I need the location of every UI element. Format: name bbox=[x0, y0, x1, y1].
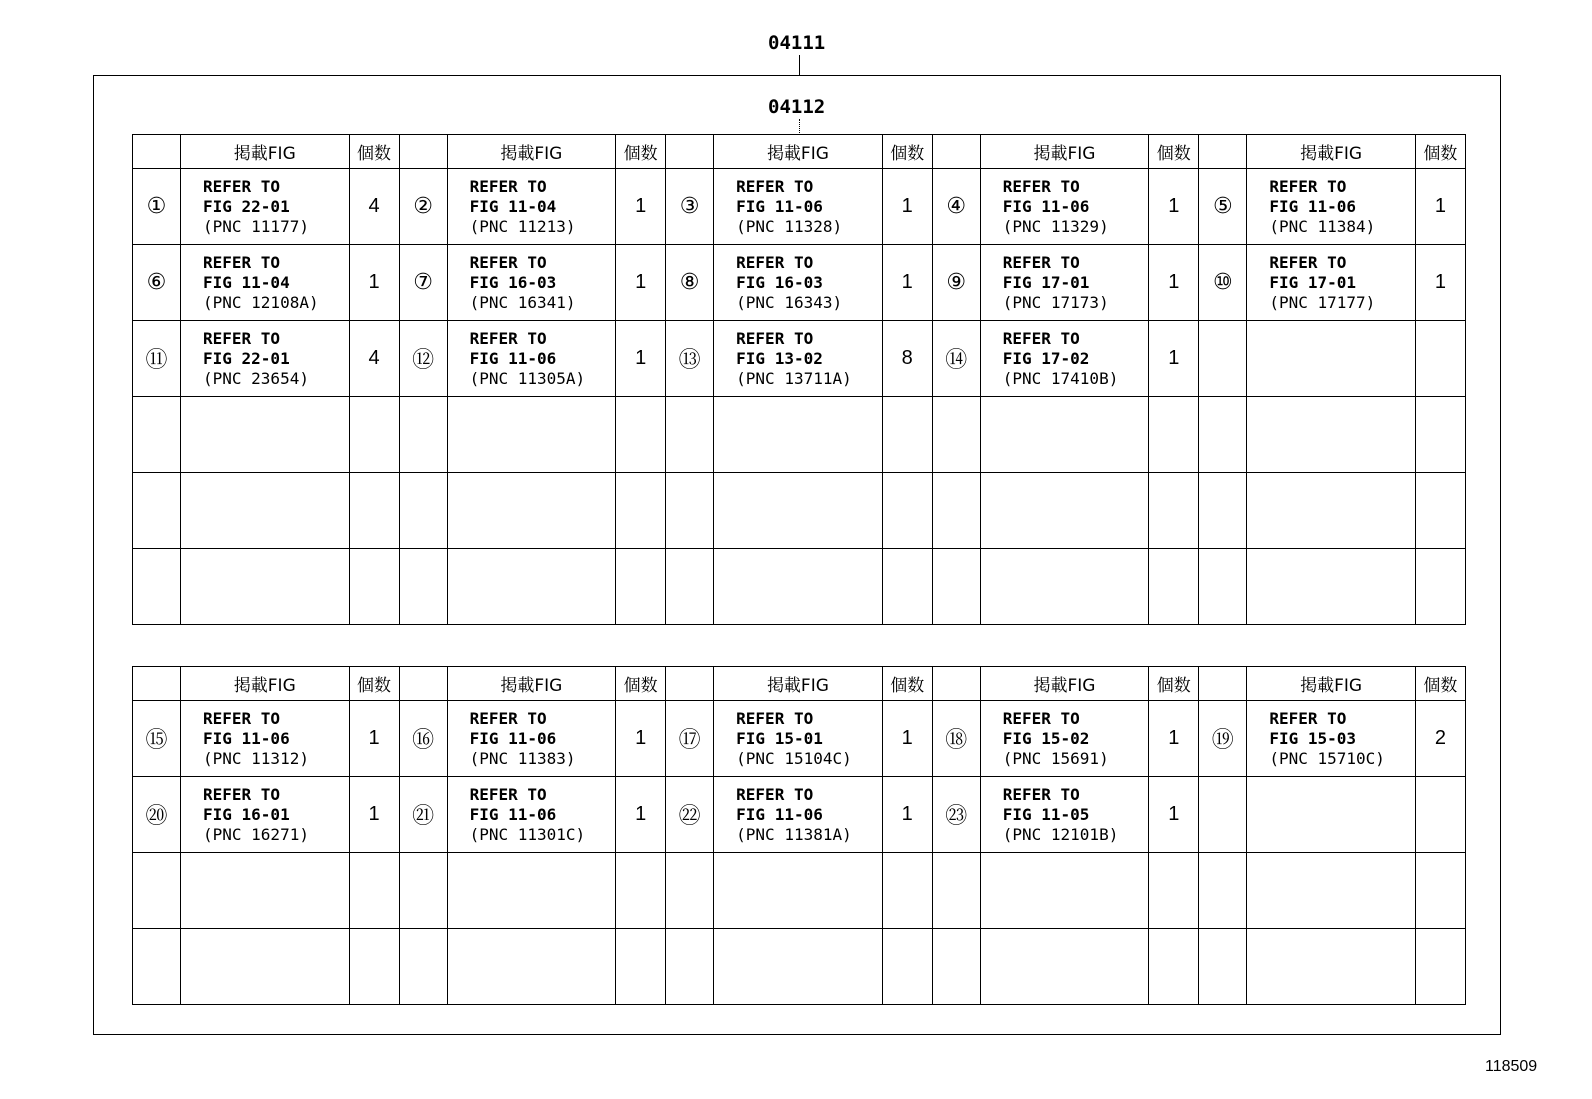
header-fig: 掲載FIG bbox=[447, 135, 616, 169]
table-row bbox=[133, 397, 1466, 473]
figure-reference bbox=[980, 777, 1149, 853]
item-number: ⑦ bbox=[399, 245, 447, 321]
header-fig: 掲載FIG bbox=[181, 135, 350, 169]
figure-reference bbox=[447, 701, 616, 777]
header-blank bbox=[1199, 135, 1247, 169]
figure-reference bbox=[447, 321, 616, 397]
header-fig: 掲載FIG bbox=[181, 667, 350, 701]
item-number: ② bbox=[399, 169, 447, 245]
item-number bbox=[666, 853, 714, 929]
figure-reference bbox=[181, 777, 350, 853]
quantity bbox=[1149, 929, 1199, 1005]
figure-reference bbox=[980, 397, 1149, 473]
figure-reference bbox=[980, 245, 1149, 321]
figure-reference bbox=[1247, 549, 1416, 625]
reference-line: REFER TO bbox=[736, 328, 814, 348]
figure-reference bbox=[447, 853, 616, 929]
quantity bbox=[882, 549, 932, 625]
reference-line: FIG 11-04 bbox=[469, 196, 557, 216]
figure-reference bbox=[714, 169, 883, 245]
reference-line: (PNC 15691) bbox=[1002, 748, 1109, 768]
figure-reference bbox=[714, 321, 883, 397]
reference-line: FIG 11-06 bbox=[736, 804, 823, 824]
header-fig: 掲載FIG bbox=[1247, 667, 1416, 701]
reference-line: REFER TO bbox=[1002, 784, 1080, 804]
header-qty: 個数 bbox=[349, 667, 399, 701]
reference-line: FIG 11-06 bbox=[203, 728, 290, 748]
item-number bbox=[399, 397, 447, 473]
figure-reference bbox=[714, 245, 883, 321]
item-number: ⑱ bbox=[932, 701, 980, 777]
quantity: 1 bbox=[1415, 245, 1465, 321]
illustration-code: 118509 bbox=[1485, 1058, 1538, 1075]
reference-line: REFER TO bbox=[1269, 708, 1347, 728]
item-number bbox=[133, 929, 181, 1005]
quantity: 1 bbox=[882, 245, 932, 321]
quantity: 1 bbox=[1149, 777, 1199, 853]
quantity: 1 bbox=[1149, 321, 1199, 397]
figure-reference bbox=[447, 473, 616, 549]
item-number bbox=[399, 929, 447, 1005]
reference-line: FIG 16-03 bbox=[469, 272, 557, 292]
table-row bbox=[133, 929, 1466, 1005]
reference-line: REFER TO bbox=[469, 784, 547, 804]
quantity bbox=[1149, 549, 1199, 625]
header-row bbox=[133, 135, 1466, 169]
item-number: ⑯ bbox=[399, 701, 447, 777]
figure-reference bbox=[447, 245, 616, 321]
quantity bbox=[882, 929, 932, 1005]
reference-line: (PNC 17410B) bbox=[1002, 368, 1119, 388]
item-number bbox=[399, 473, 447, 549]
quantity bbox=[349, 473, 399, 549]
quantity bbox=[1149, 397, 1199, 473]
item-number bbox=[133, 853, 181, 929]
quantity bbox=[1415, 777, 1465, 853]
quantity: 1 bbox=[349, 245, 399, 321]
item-number bbox=[666, 397, 714, 473]
quantity: 1 bbox=[1415, 169, 1465, 245]
reference-line: FIG 11-06 bbox=[469, 348, 557, 368]
item-number bbox=[399, 549, 447, 625]
figure-reference bbox=[714, 549, 883, 625]
reference-line: FIG 15-01 bbox=[736, 728, 823, 748]
item-number bbox=[932, 397, 980, 473]
reference-line: REFER TO bbox=[736, 784, 814, 804]
item-number bbox=[932, 473, 980, 549]
figure-reference bbox=[181, 853, 350, 929]
figure-reference bbox=[1247, 929, 1416, 1005]
item-number: ⑲ bbox=[1199, 701, 1247, 777]
figure-reference bbox=[181, 397, 350, 473]
item-number bbox=[666, 473, 714, 549]
quantity bbox=[616, 549, 666, 625]
reference-line: FIG 17-01 bbox=[1002, 272, 1090, 292]
reference-line: FIG 11-06 bbox=[736, 196, 823, 216]
header-qty: 個数 bbox=[1149, 667, 1199, 701]
item-number bbox=[666, 929, 714, 1005]
reference-line: REFER TO bbox=[1002, 176, 1080, 196]
item-number bbox=[932, 853, 980, 929]
reference-line: (PNC 11328) bbox=[736, 216, 843, 236]
item-number: ⑧ bbox=[666, 245, 714, 321]
table-row bbox=[133, 321, 1466, 397]
figure-reference bbox=[181, 549, 350, 625]
header-qty: 個数 bbox=[616, 135, 666, 169]
reference-line: REFER TO bbox=[469, 708, 547, 728]
quantity bbox=[349, 929, 399, 1005]
figure-reference bbox=[1247, 777, 1416, 853]
reference-line: (PNC 17173) bbox=[1002, 292, 1109, 312]
figure-reference bbox=[714, 929, 883, 1005]
quantity: 2 bbox=[1415, 701, 1465, 777]
item-number bbox=[399, 853, 447, 929]
quantity bbox=[1415, 549, 1465, 625]
reference-line: (PNC 11213) bbox=[469, 216, 576, 236]
reference-line: (PNC 13711A) bbox=[736, 368, 852, 388]
quantity bbox=[349, 853, 399, 929]
figure-reference bbox=[447, 397, 616, 473]
quantity bbox=[882, 397, 932, 473]
item-number: ⑬ bbox=[666, 321, 714, 397]
reference-line: FIG 11-04 bbox=[203, 272, 290, 292]
quantity bbox=[616, 929, 666, 1005]
header-fig: 掲載FIG bbox=[980, 135, 1149, 169]
figure-reference bbox=[1247, 245, 1416, 321]
reference-line: FIG 13-02 bbox=[736, 348, 823, 368]
reference-line: REFER TO bbox=[1002, 252, 1080, 272]
reference-line: REFER TO bbox=[469, 328, 547, 348]
reference-line: REFER TO bbox=[1002, 708, 1080, 728]
item-number: ⑤ bbox=[1199, 169, 1247, 245]
reference-line: FIG 11-05 bbox=[1002, 804, 1090, 824]
figure-reference bbox=[980, 929, 1149, 1005]
figure-reference bbox=[980, 473, 1149, 549]
item-number: ⑨ bbox=[932, 245, 980, 321]
figure-reference bbox=[714, 777, 883, 853]
reference-line: FIG 22-01 bbox=[203, 196, 290, 216]
item-number: ⑮ bbox=[133, 701, 181, 777]
figure-reference bbox=[1247, 321, 1416, 397]
reference-table-lower bbox=[132, 666, 1466, 1005]
table-row bbox=[133, 473, 1466, 549]
figure-reference bbox=[1247, 701, 1416, 777]
reference-line: FIG 11-06 bbox=[469, 728, 557, 748]
table-row bbox=[133, 777, 1466, 853]
reference-line: (PNC 11329) bbox=[1002, 216, 1109, 236]
item-number: ⑰ bbox=[666, 701, 714, 777]
reference-line: REFER TO bbox=[469, 252, 547, 272]
reference-line: (PNC 15104C) bbox=[736, 748, 852, 768]
item-number bbox=[932, 549, 980, 625]
header-blank bbox=[666, 667, 714, 701]
item-number bbox=[666, 549, 714, 625]
figure-reference bbox=[447, 777, 616, 853]
quantity bbox=[882, 853, 932, 929]
reference-line: REFER TO bbox=[469, 176, 547, 196]
item-number: ⑪ bbox=[133, 321, 181, 397]
item-number: ㉓ bbox=[932, 777, 980, 853]
reference-line: (PNC 16343) bbox=[736, 292, 843, 312]
figure-reference bbox=[181, 245, 350, 321]
reference-line: (PNC 12101B) bbox=[1002, 824, 1119, 844]
figure-reference bbox=[181, 169, 350, 245]
reference-line: FIG 16-01 bbox=[203, 804, 290, 824]
figure-reference bbox=[447, 929, 616, 1005]
item-number bbox=[1199, 321, 1247, 397]
item-number: ㉑ bbox=[399, 777, 447, 853]
item-number: ⑳ bbox=[133, 777, 181, 853]
table-row bbox=[133, 549, 1466, 625]
item-number bbox=[1199, 929, 1247, 1005]
figure-reference bbox=[181, 929, 350, 1005]
quantity: 1 bbox=[616, 701, 666, 777]
quantity bbox=[349, 549, 399, 625]
reference-line: (PNC 11305A) bbox=[469, 368, 586, 388]
assembly-label-inner: 04112 bbox=[768, 96, 826, 118]
quantity: 8 bbox=[882, 321, 932, 397]
reference-line: (PNC 15710C) bbox=[1269, 748, 1385, 768]
reference-line: FIG 15-03 bbox=[1269, 728, 1357, 748]
quantity bbox=[616, 397, 666, 473]
item-number bbox=[1199, 549, 1247, 625]
quantity bbox=[616, 473, 666, 549]
item-number: ⑭ bbox=[932, 321, 980, 397]
header-fig: 掲載FIG bbox=[980, 667, 1149, 701]
quantity bbox=[1415, 321, 1465, 397]
quantity bbox=[1415, 929, 1465, 1005]
header-blank bbox=[399, 135, 447, 169]
reference-line: FIG 17-02 bbox=[1002, 348, 1090, 368]
quantity bbox=[1149, 473, 1199, 549]
figure-reference bbox=[980, 169, 1149, 245]
reference-line: (PNC 11381A) bbox=[736, 824, 852, 844]
item-number bbox=[133, 473, 181, 549]
reference-line: (PNC 11384) bbox=[1269, 216, 1376, 236]
reference-line: REFER TO bbox=[203, 784, 281, 804]
header-blank bbox=[133, 667, 181, 701]
table-row bbox=[133, 245, 1466, 321]
quantity bbox=[616, 853, 666, 929]
quantity bbox=[882, 473, 932, 549]
item-number: ⑩ bbox=[1199, 245, 1247, 321]
reference-line: (PNC 11383) bbox=[469, 748, 576, 768]
header-qty: 個数 bbox=[1415, 667, 1465, 701]
quantity: 1 bbox=[882, 777, 932, 853]
figure-reference bbox=[181, 473, 350, 549]
quantity: 4 bbox=[349, 169, 399, 245]
item-number: ㉒ bbox=[666, 777, 714, 853]
figure-reference bbox=[181, 701, 350, 777]
reference-line: FIG 11-06 bbox=[469, 804, 557, 824]
quantity bbox=[1415, 473, 1465, 549]
quantity: 1 bbox=[349, 777, 399, 853]
header-blank bbox=[932, 667, 980, 701]
header-qty: 個数 bbox=[1149, 135, 1199, 169]
quantity: 4 bbox=[349, 321, 399, 397]
reference-line: FIG 22-01 bbox=[203, 348, 290, 368]
figure-reference bbox=[980, 321, 1149, 397]
quantity: 1 bbox=[1149, 701, 1199, 777]
quantity: 1 bbox=[616, 321, 666, 397]
quantity: 1 bbox=[349, 701, 399, 777]
reference-line: REFER TO bbox=[203, 328, 281, 348]
reference-line: REFER TO bbox=[1002, 328, 1080, 348]
header-qty: 個数 bbox=[1415, 135, 1465, 169]
quantity bbox=[349, 397, 399, 473]
item-number: ④ bbox=[932, 169, 980, 245]
reference-line: REFER TO bbox=[1269, 252, 1347, 272]
quantity: 1 bbox=[616, 777, 666, 853]
quantity: 1 bbox=[882, 169, 932, 245]
reference-line: (PNC 11312) bbox=[203, 748, 309, 768]
reference-line: FIG 17-01 bbox=[1269, 272, 1357, 292]
figure-reference bbox=[1247, 853, 1416, 929]
item-number bbox=[1199, 473, 1247, 549]
table-row bbox=[133, 169, 1466, 245]
figure-reference bbox=[181, 321, 350, 397]
figure-reference bbox=[980, 853, 1149, 929]
reference-line: FIG 11-06 bbox=[1002, 196, 1090, 216]
item-number: ⑥ bbox=[133, 245, 181, 321]
table-row bbox=[133, 701, 1466, 777]
quantity bbox=[1415, 853, 1465, 929]
figure-reference bbox=[714, 701, 883, 777]
header-qty: 個数 bbox=[616, 667, 666, 701]
reference-line: (PNC 23654) bbox=[203, 368, 309, 388]
header-qty: 個数 bbox=[349, 135, 399, 169]
item-number bbox=[133, 397, 181, 473]
reference-line: (PNC 11177) bbox=[203, 216, 309, 236]
figure-reference bbox=[714, 853, 883, 929]
quantity: 1 bbox=[1149, 245, 1199, 321]
reference-line: REFER TO bbox=[203, 252, 281, 272]
figure-reference bbox=[1247, 397, 1416, 473]
item-number: ⑫ bbox=[399, 321, 447, 397]
reference-line: REFER TO bbox=[203, 176, 281, 196]
reference-line: (PNC 16271) bbox=[203, 824, 309, 844]
quantity: 1 bbox=[1149, 169, 1199, 245]
leader-line-outer bbox=[799, 55, 800, 75]
header-row bbox=[133, 667, 1466, 701]
item-number: ① bbox=[133, 169, 181, 245]
reference-line: (PNC 17177) bbox=[1269, 292, 1376, 312]
header-fig: 掲載FIG bbox=[1247, 135, 1416, 169]
reference-line: REFER TO bbox=[736, 176, 814, 196]
header-blank bbox=[1199, 667, 1247, 701]
figure-reference bbox=[980, 701, 1149, 777]
header-fig: 掲載FIG bbox=[714, 667, 883, 701]
quantity bbox=[1415, 397, 1465, 473]
item-number bbox=[1199, 777, 1247, 853]
figure-reference bbox=[980, 549, 1149, 625]
figure-reference bbox=[1247, 169, 1416, 245]
header-qty: 個数 bbox=[882, 667, 932, 701]
reference-table-upper bbox=[132, 134, 1466, 625]
header-blank bbox=[932, 135, 980, 169]
item-number bbox=[1199, 853, 1247, 929]
reference-line: (PNC 16341) bbox=[469, 292, 576, 312]
quantity: 1 bbox=[616, 169, 666, 245]
quantity bbox=[1149, 853, 1199, 929]
header-qty: 個数 bbox=[882, 135, 932, 169]
reference-line: (PNC 12108A) bbox=[203, 292, 319, 312]
figure-reference bbox=[714, 473, 883, 549]
figure-reference bbox=[447, 549, 616, 625]
reference-line: FIG 15-02 bbox=[1002, 728, 1090, 748]
figure-reference bbox=[714, 397, 883, 473]
header-blank bbox=[399, 667, 447, 701]
reference-line: REFER TO bbox=[736, 252, 814, 272]
assembly-label-outer: 04111 bbox=[768, 32, 826, 54]
table-row bbox=[133, 853, 1466, 929]
item-number bbox=[932, 929, 980, 1005]
item-number bbox=[1199, 397, 1247, 473]
leader-line-inner bbox=[799, 119, 800, 135]
header-blank bbox=[133, 135, 181, 169]
header-fig: 掲載FIG bbox=[714, 135, 883, 169]
reference-line: REFER TO bbox=[1269, 176, 1347, 196]
item-number bbox=[133, 549, 181, 625]
reference-line: REFER TO bbox=[736, 708, 814, 728]
header-blank bbox=[666, 135, 714, 169]
reference-line: FIG 11-06 bbox=[1269, 196, 1357, 216]
quantity: 1 bbox=[616, 245, 666, 321]
reference-line: (PNC 11301C) bbox=[469, 824, 586, 844]
reference-line: REFER TO bbox=[203, 708, 281, 728]
item-number: ③ bbox=[666, 169, 714, 245]
reference-line: FIG 16-03 bbox=[736, 272, 823, 292]
quantity: 1 bbox=[882, 701, 932, 777]
figure-reference bbox=[447, 169, 616, 245]
figure-reference bbox=[1247, 473, 1416, 549]
header-fig: 掲載FIG bbox=[447, 667, 616, 701]
